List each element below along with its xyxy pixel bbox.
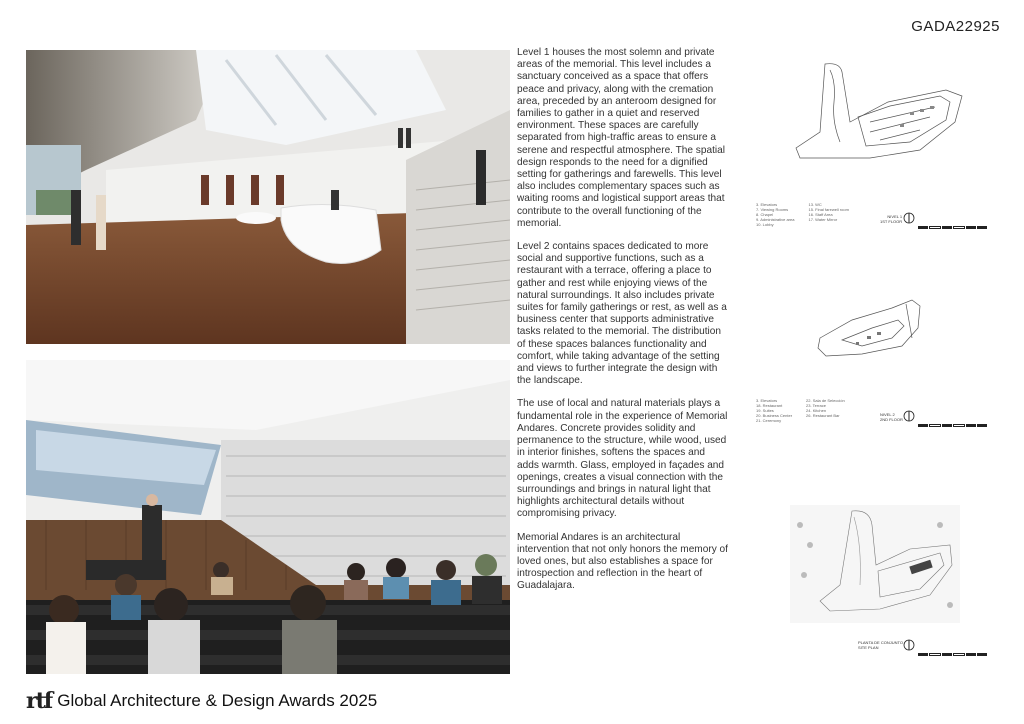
legend-item: 24. Kitchen bbox=[806, 408, 827, 413]
legend-item: 3. Elevators bbox=[756, 202, 778, 207]
level-1-legend bbox=[756, 202, 849, 227]
legend-item: 17. Water Mirror bbox=[808, 217, 838, 222]
floor-label: PLANTA DE CONJUNTO bbox=[858, 640, 903, 645]
level-1-label bbox=[880, 214, 902, 224]
footer-title: Global Architecture & Design Awards 2025 bbox=[57, 691, 378, 710]
level-1-scale-bar bbox=[918, 216, 988, 220]
site-plan-scale-bar bbox=[918, 643, 988, 647]
site-plan-label bbox=[858, 640, 903, 650]
legend-item: 21. Ceremony bbox=[756, 418, 782, 423]
legend-item: 15. Final farewell room bbox=[808, 207, 849, 212]
legend-item: 26. Restaurant Bar bbox=[806, 413, 840, 418]
floor-sublabel: 2ND FLOOR bbox=[880, 417, 903, 422]
legend-item: 23. Terrace bbox=[806, 403, 826, 408]
floor-label: NIVEL 2 bbox=[880, 412, 895, 417]
chapel-render-image bbox=[26, 360, 510, 674]
rtf-logo: rtf bbox=[26, 688, 52, 714]
footer bbox=[26, 688, 377, 714]
legend-item: 16. Staff Area bbox=[808, 212, 833, 217]
level-2-label bbox=[880, 412, 903, 422]
floor-sublabel: SITE PLAN bbox=[858, 645, 879, 650]
legend-item: 8. Chapel bbox=[756, 212, 774, 217]
description-text bbox=[517, 47, 729, 604]
legend-item: 19. Suites bbox=[756, 408, 774, 413]
lobby-render-image bbox=[26, 50, 510, 344]
project-code: GADA22925 bbox=[911, 18, 1000, 35]
legend-item: 22. Sala de Selección bbox=[806, 398, 845, 403]
level-2-north-arrow-icon bbox=[903, 410, 915, 422]
level-2-scale-bar bbox=[918, 414, 988, 418]
level-2-legend bbox=[756, 398, 845, 423]
legend-item: 20. Business Center bbox=[756, 413, 793, 418]
floor-label: NIVEL 1 bbox=[887, 214, 903, 219]
paragraph-materials: The use of local and natural materials plays a fundamental role in the experience of Memorial Andares. Concrete provides solidity and permanence to the structure, while wood, used in interior finishes, softens the spaces and adds warmth. Glass, employed in façades and openings, creates a visual connection with the surroundings and brings in natural light that highlights architectural details without compromising privacy. bbox=[517, 398, 728, 520]
level-1-north-arrow-icon bbox=[903, 212, 915, 224]
legend-item: 18. Restaurant bbox=[756, 403, 783, 408]
paragraph-level-2: Level 2 contains spaces dedicated to more social and supportive functions, such as a restaurant with a terrace, offering a place to gather and rest while enjoying views of the natural surroundings. It also includes private suites for family gatherings or rest, as well as a business center that supports administrative tasks related to the memorial. The distribution of these spaces balances functionality and comfort, while taking advantage of the setting and views to further integrate the design with the landscape. bbox=[517, 241, 727, 387]
site-plan bbox=[790, 505, 960, 623]
legend-item: 13. WC bbox=[808, 202, 822, 207]
paragraph-conclusion: Memorial Andares is an architectural intervention that not only honors the memory of loved ones, but also establishes a space for introspection and reflection in the heart of Guadalajara. bbox=[517, 531, 728, 592]
legend-item: 10. Lobby bbox=[756, 222, 774, 227]
level-2-floor-plan bbox=[812, 298, 924, 360]
site-plan-north-arrow-icon bbox=[903, 639, 915, 651]
legend-item: 3. Elevators bbox=[756, 398, 778, 403]
legend-item: 7. Viewing Rooms bbox=[756, 207, 789, 212]
legend-item: 9. Administrative area bbox=[756, 217, 795, 222]
floor-sublabel: 1ST FLOOR bbox=[880, 219, 903, 224]
paragraph-level-1: Level 1 houses the most solemn and private areas of the memorial. This level includes a sanctuary conceived as a space that offers peace and privacy, along with the cremation area, preceded by an anteroom designed for families to gather in a quiet and reserved environment. These spaces are carefully separated from high-traffic areas to ensure a serene and respectful atmosphere. The spatial design responds to the need for a dignified setting for gatherings and farewells. This level also includes complementary spaces such as waiting rooms and logistical support areas that contribute to the overall functioning of the memorial. bbox=[517, 47, 725, 229]
level-1-floor-plan bbox=[770, 62, 966, 166]
